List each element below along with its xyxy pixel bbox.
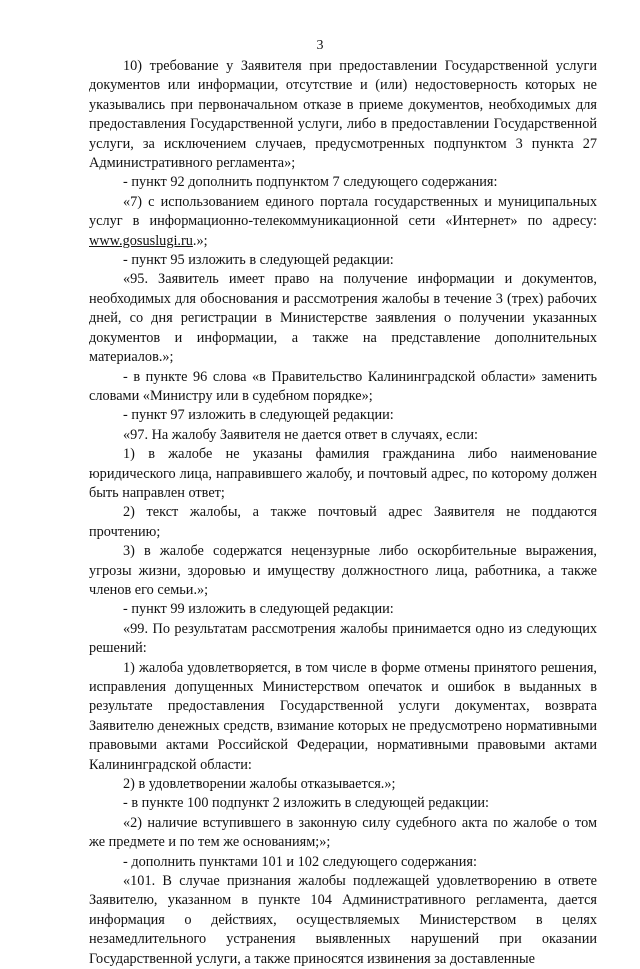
link-suffix: .»; [192,232,208,249]
paragraph-101-text: «101. В случае признания жалобы подлежащей удовлетворению в ответе Заявителю, указанном в пункте 104 Административного регламента, дается информация о действиях, осуществляемых Министерством в целях незамедлительного устранения выявленных нарушений при оказании Государственной услуги, а также приносятся извинения за доставленные [89,873,597,967]
paragraph-97-item-3: 3) в жалобе содержатся нецензурные либо оскорбительные выражения, угрозы жизни, здоровью и имуществу должностного лица, работника, а также членов его семьи.»; [89,543,597,598]
paragraph-subpoint-7-text: «7) с использованием единого портала государственных и муниципальных услуг в информационно-телекоммуникационной сети «Интернет» по адресу: [89,193,597,230]
paragraph-100-item-2: «2) наличие вступившего в законную силу судебного акта по жалобе о том же предмете и по тем же основаниям;»; [89,814,597,851]
paragraph-point-99: - пункт 99 изложить в следующей редакции: [123,601,394,618]
paragraph-95-text: «95. Заявитель имеет право на получение информации и документов, необходимых для обоснования и рассмотрения жалобы в течение 3 (трех) рабочих дней, со дня регистрации в Министерстве заявления о получении указанных документов и информации, а также на представление дополнительных материалов.»; [89,271,597,366]
document-body [89,57,597,969]
page-number: 3 [316,38,324,53]
paragraph-point-97: - пункт 97 изложить в следующей редакции: [123,407,394,424]
paragraph-item-10: 10) требование у Заявителя при предоставлении Государственной услуги документов или информации, отсутствие и (или) недостоверность которых не указывались при первоначальном отказе в приеме документов, необходимых для предоставления Государственной услуги, либо в предоставлении Государственной услуги, за исключением случаев, предусмотренных подпунктом 3 пункта 27 Административного регламента»; [89,58,597,172]
paragraph-99-text: «99. По результатам рассмотрения жалобы принимается одно из следующих решений: [89,620,597,657]
paragraph-97-item-2: 2) текст жалобы, а также почтовый адрес Заявителя не поддаются прочтению; [89,504,597,540]
paragraph-99-item-1: 1) жалоба удовлетворяется, в том числе в форме отмены принятого решения, исправления допущенных Министерством опечаток и ошибок в выданных в результате предоставления Государственной услуги документах, возврата Заявителю денежных средств, взимание которых не предусмотрено нормативными правовыми актами Российской Федерации, нормативными правовыми актами Калининградской области: [89,659,597,773]
paragraph-point-92: - пункт 92 дополнить подпунктом 7 следующего содержания: [123,174,498,191]
paragraph-point-95: - пункт 95 изложить в следующей редакции: [123,252,394,269]
paragraph-99-item-2: 2) в удовлетворении жалобы отказывается.»; [123,776,396,793]
gosuslugi-link[interactable]: www.gosuslugi.ru [89,232,193,249]
paragraph-subpoint-7 [89,193,597,251]
paragraph-97-text: «97. На жалобу Заявителя не дается ответ в случаях, если: [123,426,478,443]
paragraph-add-101-102: - дополнить пунктами 101 и 102 следующего содержания: [123,853,477,870]
paragraph-point-100: - в пункте 100 подпункт 2 изложить в следующей редакции: [123,795,490,812]
paragraph-point-96: - в пункте 96 слова «в Правительство Калининградской области» заменить словами «Министру или в судебном порядке»; [89,368,597,404]
paragraph-97-item-1: 1) в жалобе не указаны фамилия гражданина либо наименование юридического лица, направившего жалобу, и почтовый адрес, по которому должен быть направлен ответ; [89,446,597,501]
